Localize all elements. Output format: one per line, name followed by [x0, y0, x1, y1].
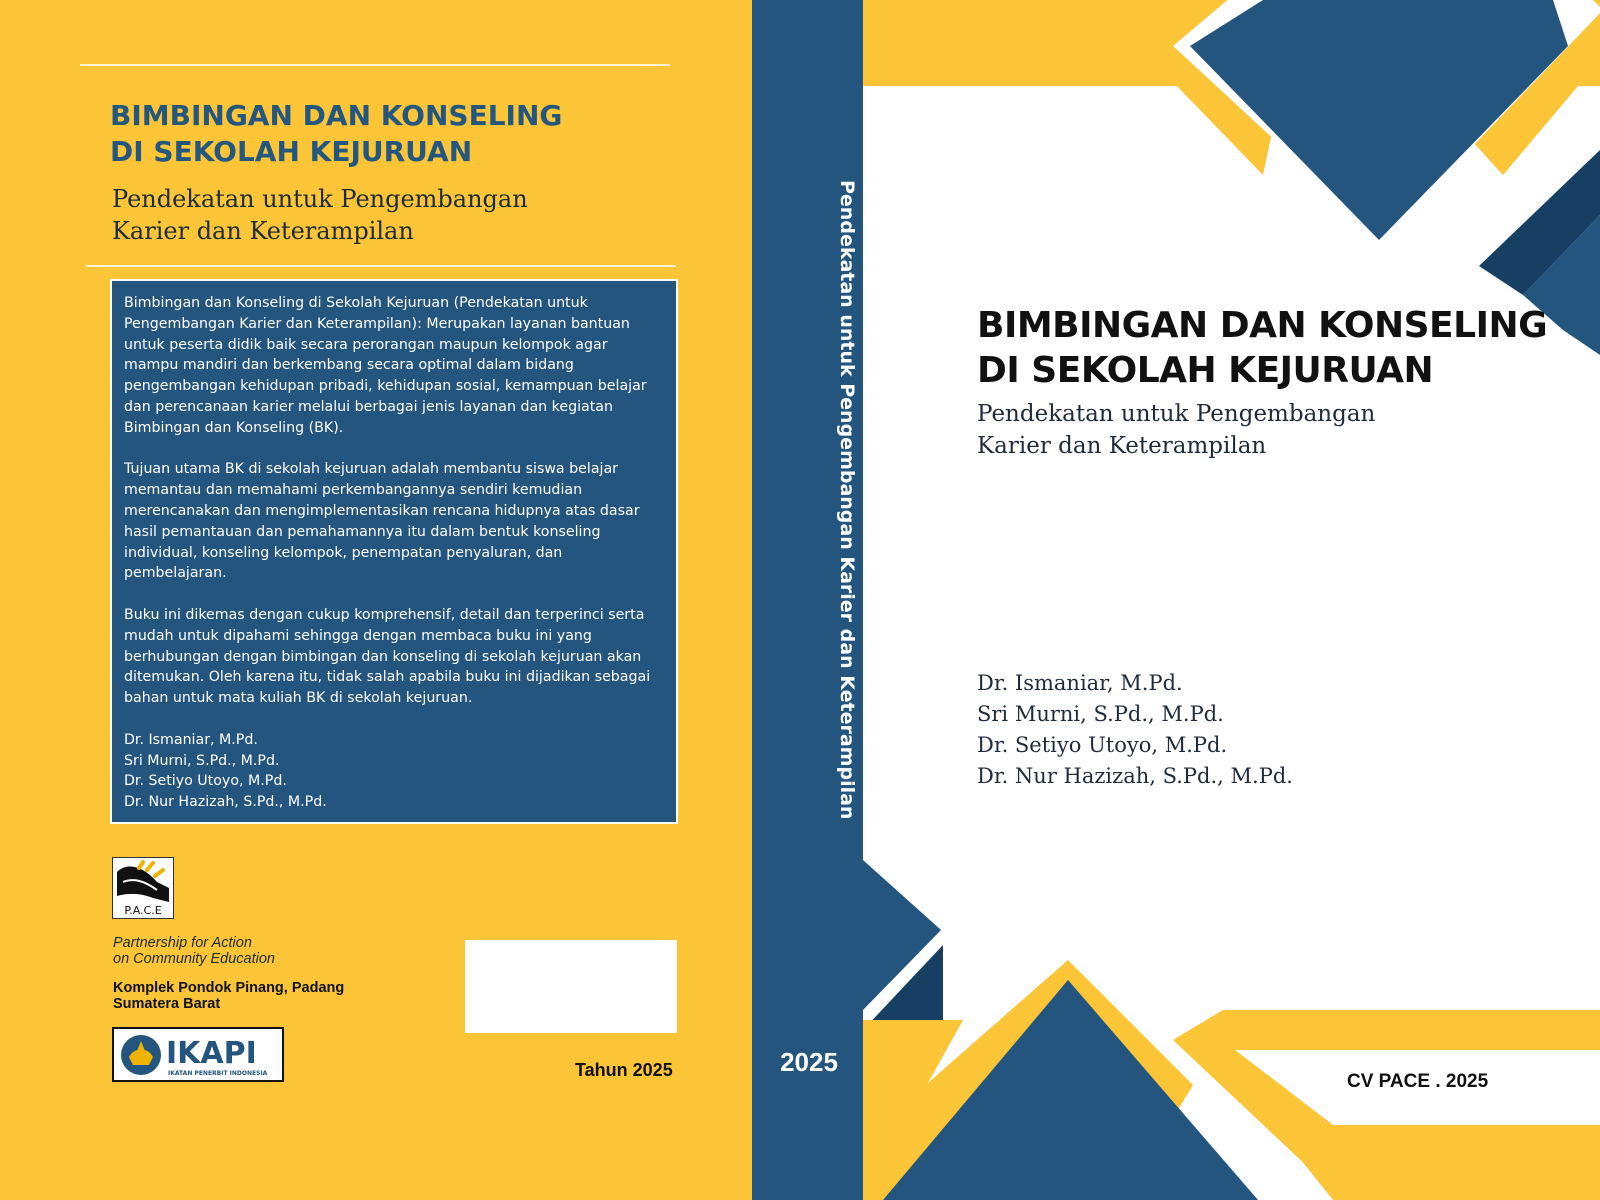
blurb-author: Dr. Nur Hazizah, S.Pd., M.Pd.: [124, 794, 327, 811]
blurb-author: Sri Murni, S.Pd., M.Pd.: [124, 752, 280, 769]
publisher-caption: [113, 935, 275, 967]
address-line1: Komplek Pondok Pinang, Padang: [113, 980, 345, 996]
front-subtitle-line2: Karier dan Keterampilan: [977, 433, 1267, 459]
front-title-line1: BIMBINGAN DAN KONSELING: [977, 305, 1548, 346]
back-subtitle-line2: Karier dan Keterampilan: [112, 217, 414, 245]
front-publisher-line: CV PACE . 2025: [1347, 1071, 1489, 1092]
back-title-line2: DI SEKOLAH KEJURUAN: [110, 135, 473, 168]
top-divider: [80, 64, 670, 66]
blurb-author: Dr. Ismaniar, M.Pd.: [124, 731, 258, 748]
spine-text: [707, 180, 858, 900]
pace-logo: [112, 857, 174, 919]
ikapi-emblem-icon: [114, 1029, 282, 1080]
blurb-box: [110, 279, 678, 824]
spine-year: 2025: [780, 1047, 838, 1077]
publisher-address: [113, 980, 344, 1012]
blurb-author: Dr. Setiyo Utoyo, M.Pd.: [124, 773, 287, 790]
front-author: Dr. Setiyo Utoyo, M.Pd.: [977, 733, 1228, 757]
ikapi-logo: [112, 1027, 284, 1082]
barcode-area: [465, 940, 677, 1033]
front-authors: [977, 668, 1293, 792]
front-author: Dr. Ismaniar, M.Pd.: [977, 671, 1183, 695]
mid-divider: [86, 265, 676, 267]
back-cover: [0, 0, 752, 1200]
publisher-caption-line1: Partnership for Action: [113, 935, 252, 951]
blurb-paragraph-3: Buku ini dikemas dengan cukup komprehensif, detail dan terperinci serta mudah untuk dipahami sehingga dengan membaca buku ini yang berhubungan dengan bimbingan dan konseling di sekolah kejuruan akan ditemukan. Oleh karena itu, tidak salah apabila buku ini dijadikan sebagai bahan untuk mata kuliah BK di sekolah kejuruan.: [124, 606, 651, 707]
address-line2: Sumatera Barat: [113, 996, 221, 1012]
back-subtitle-line1: Pendekatan untuk Pengembangan: [112, 185, 528, 213]
front-title-line2: DI SEKOLAH KEJURUAN: [977, 350, 1434, 391]
back-title-line1: BIMBINGAN DAN KONSELING: [110, 99, 563, 132]
spine-subtitle: Pendekatan untuk Pengembangan Karier dan Keterampilan: [836, 180, 858, 820]
front-cover: [863, 0, 1600, 1200]
back-year-label: Tahun 2025: [575, 1060, 673, 1080]
blurb-paragraph-1: Bimbingan dan Konseling di Sekolah Kejuruan (Pendekatan untuk Pengembangan Karier dan Keterampilan): Merupakan layanan bantuan untuk peserta didik baik secara perorangan maupun kelompok agar mampu mandiri dan berkembang secara optimal dalam bidang pengembangan kehidupan pribadi, kehidupan sosial, kemampuan belajar dan perencanaan karier melalui berbagai jenis layanan dan kegiatan Bimbingan dan Konseling (BK).: [124, 295, 647, 436]
blurb-authors: [124, 730, 666, 813]
front-decoration: [863, 0, 1600, 1200]
front-subtitle: [977, 398, 1577, 462]
front-subtitle-line1: Pendekatan untuk Pengembangan: [977, 401, 1376, 427]
back-title: [110, 98, 710, 170]
ikapi-caption: IKATAN PENERBIT INDONESIA: [168, 1070, 268, 1077]
front-title: [977, 303, 1577, 393]
front-author: Dr. Nur Hazizah, S.Pd., M.Pd.: [977, 764, 1293, 788]
publisher-caption-line2: on Community Education: [113, 951, 275, 967]
pace-hands-icon: [113, 858, 173, 918]
back-subtitle: [112, 183, 712, 247]
pace-logo-text: P.A.C.E: [124, 904, 162, 917]
ikapi-text: IKAPI: [166, 1036, 257, 1071]
front-author: Sri Murni, S.Pd., M.Pd.: [977, 702, 1224, 726]
blurb-paragraph-2: Tujuan utama BK di sekolah kejuruan adalah membantu siswa belajar memantau dan memahami perkembangannya sendiri kemudian merencanakan dan mengimplementasikan rencana hidupnya atas dasar hasil pemantauan dan pemahamannya itu dalam bentuk konseling individual, konseling kelompok, penempatan penyaluran, dan pembelajaran.: [124, 461, 640, 582]
